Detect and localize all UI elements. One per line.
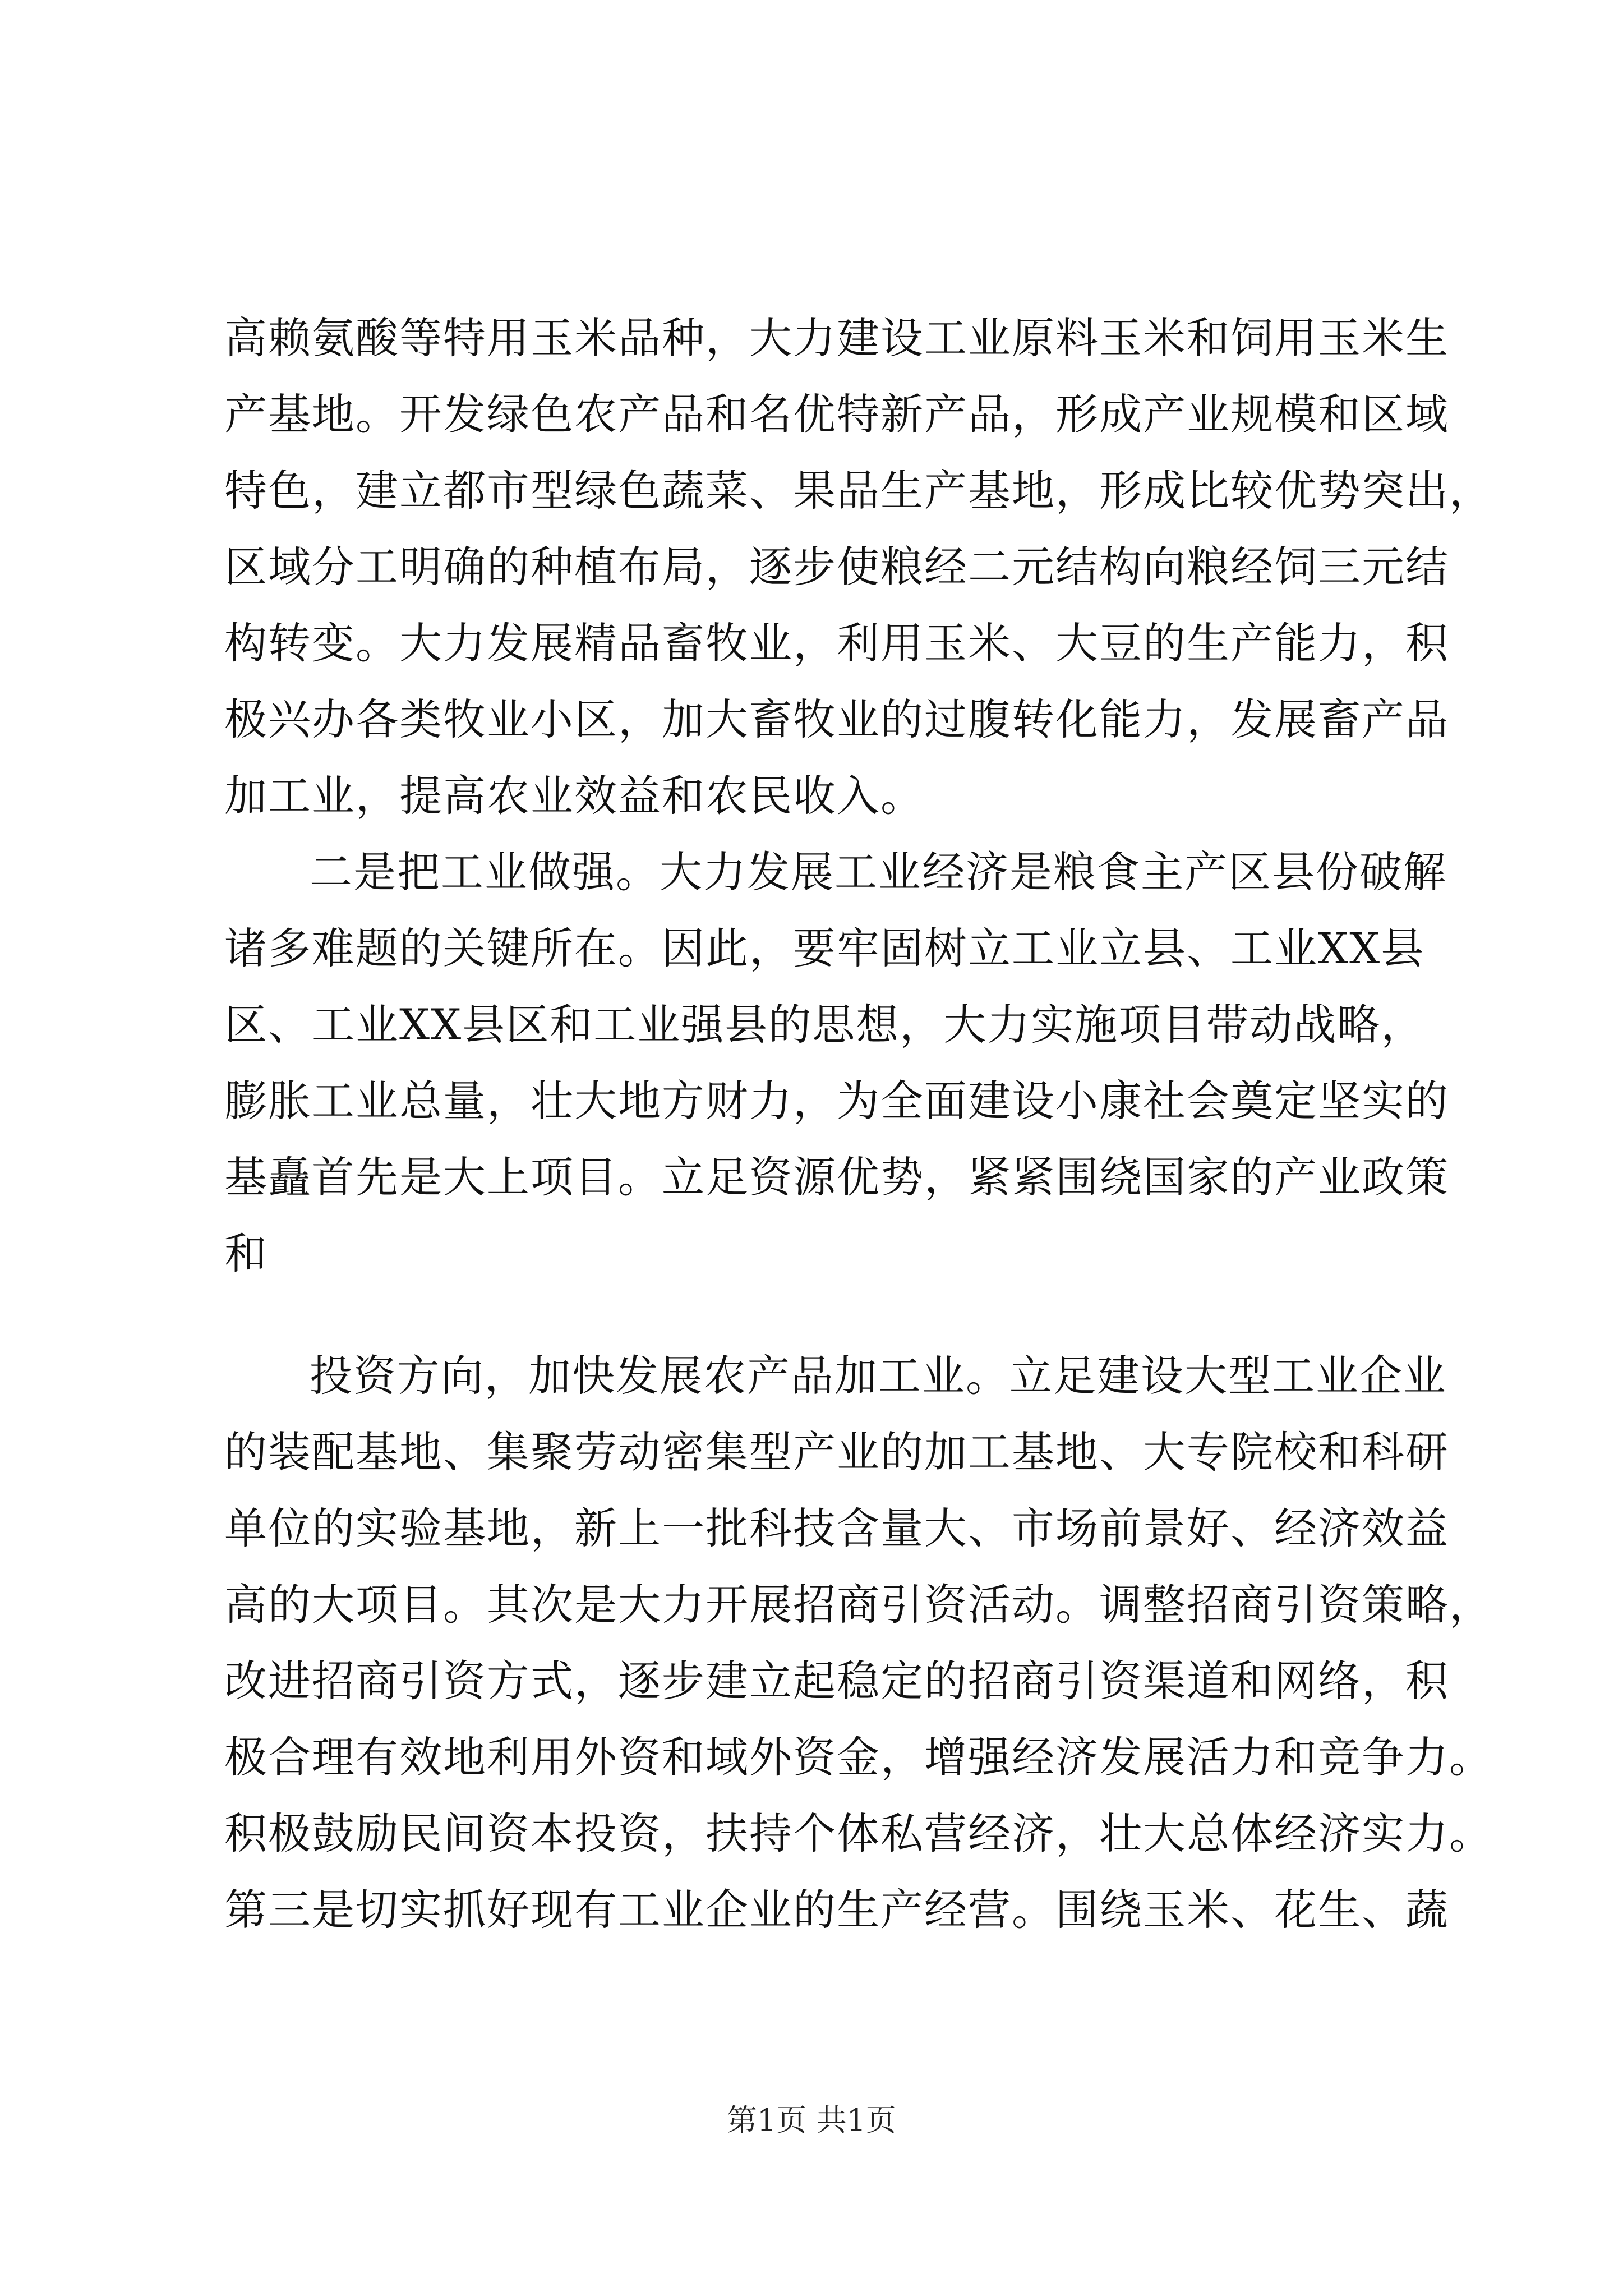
text-line: 产基地。开发绿色农产品和名优特新产品，形成产业规模和区域 xyxy=(224,389,1449,439)
text-line: 区、工业XX县区和工业强县的思想，大力实施项目带动战略， xyxy=(224,1000,1425,1050)
text-line: 积极鼓励民间资本投资，扶持个体私营经济，壮大总体经济实力。 xyxy=(224,1809,1493,1858)
text-line: 诸多难题的关键所在。因此，要牢固树立工业立县、工业XX县 xyxy=(224,923,1425,973)
text-line: 高的大项目。其次是大力开展招商引资活动。调整招商引资策略， xyxy=(224,1580,1493,1630)
text-line: 特色，建立都市型绿色蔬菜、果品生产基地，形成比较优势突出， xyxy=(224,466,1493,516)
text-line: 的装配基地、集聚劳动密集型产业的加工基地、大专院校和科研 xyxy=(224,1427,1449,1477)
text-line: 加工业，提高农业效益和农民收入。 xyxy=(224,771,924,821)
text-line: 单位的实验基地，新上一批科技含量大、市场前景好、经济效益 xyxy=(224,1503,1449,1553)
text-line: 和 xyxy=(224,1228,268,1278)
text-line: 构转变。大力发展精品畜牧业，利用玉米、大豆的生产能力，积 xyxy=(224,618,1449,668)
text-line: 第三是切实抓好现有工业企业的生产经营。围绕玉米、花生、蔬 xyxy=(224,1885,1449,1935)
text-line: 极合理有效地利用外资和域外资金，增强经济发展活力和竞争力。 xyxy=(224,1732,1493,1782)
text-line: 投资方向，加快发展农产品加工业。立足建设大型工业企业 xyxy=(310,1351,1447,1401)
text-line: 基矗首先是大上项目。立足资源优势，紧紧围绕国家的产业政策 xyxy=(224,1152,1449,1202)
paragraph-block-1 xyxy=(224,300,1493,1292)
page-number-label: 第1页 共1页 xyxy=(727,2102,896,2138)
text-line: 二是把工业做强。大力发展工业经济是粮食主产区县份破解 xyxy=(310,847,1447,897)
paragraph-block-2 xyxy=(224,1338,1493,1948)
text-line: 改进招商引资方式，逐步建立起稳定的招商引资渠道和网络，积 xyxy=(224,1656,1449,1706)
text-line: 高赖氨酸等特用玉米品种，大力建设工业原料玉米和饲用玉米生 xyxy=(224,313,1449,363)
text-line: 区域分工明确的种植布局，逐步使粮经二元结构向粮经饲三元结 xyxy=(224,542,1449,592)
text-line: 极兴办各类牧业小区，加大畜牧业的过腹转化能力，发展畜产品 xyxy=(224,694,1449,744)
page-footer xyxy=(0,2098,1623,2143)
text-line: 膨胀工业总量，壮大地方财力，为全面建设小康社会奠定坚实的 xyxy=(224,1076,1449,1126)
